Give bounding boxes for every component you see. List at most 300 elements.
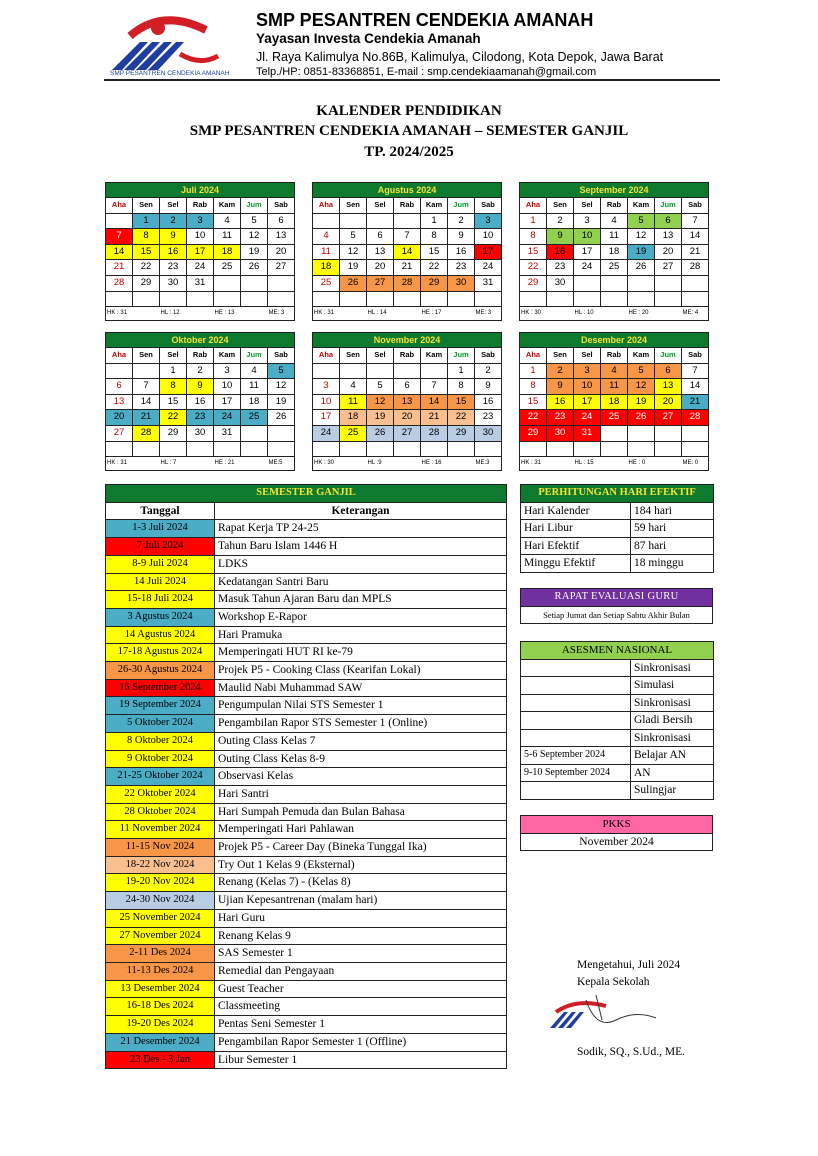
day-header: Sel [160, 198, 187, 214]
calendar-day: 2 [160, 213, 187, 229]
month-he: HE : 17 [421, 307, 475, 321]
calendar-day: 20 [655, 394, 682, 410]
assessment-date [521, 659, 631, 677]
calendar-day: 22 [421, 260, 448, 276]
calendar-day: 21 [421, 410, 448, 426]
calendar-day [241, 275, 268, 291]
assessment-date: 5-6 September 2024 [521, 747, 631, 765]
calendar-day [133, 441, 160, 457]
calendar-day: 11 [313, 244, 340, 260]
calendar-day: 7 [133, 379, 160, 395]
semester-title: SEMESTER GANJIL [106, 485, 507, 503]
calendar-day: 10 [574, 379, 601, 395]
calendar-day: 30 [187, 425, 214, 441]
calendar-day: 12 [340, 244, 367, 260]
event-row [106, 927, 507, 945]
event-row [106, 732, 507, 750]
calendar-day [187, 441, 214, 457]
event-row [106, 1051, 507, 1069]
calendar-day: 1 [160, 363, 187, 379]
day-header: Sen [133, 198, 160, 214]
calendar-day: 30 [547, 275, 574, 291]
day-header: Sen [547, 198, 574, 214]
calendar-day: 31 [574, 425, 601, 441]
doc-title: KALENDER PENDIDIKAN [316, 103, 502, 119]
month-hk: HK : 31 [313, 307, 367, 321]
month-hk: HK : 30 [520, 307, 574, 321]
month-title: Desember 2024 [520, 333, 709, 348]
event-description: Memperingati HUT RI ke-79 [215, 644, 507, 662]
teacher-eval-title: RAPAT EVALUASI GURU [521, 589, 713, 607]
calendar-day: 3 [187, 213, 214, 229]
calendar-day: 17 [313, 410, 340, 426]
day-header: Aha [520, 198, 547, 214]
calendar-day: 25 [601, 260, 628, 276]
assessment-activity: Simulasi [631, 677, 714, 695]
calendar-day [106, 363, 133, 379]
calendar-day: 19 [367, 410, 394, 426]
calendar-day [268, 441, 295, 457]
month-he: HE : 20 [628, 307, 682, 321]
calendar-day [268, 425, 295, 441]
event-row [106, 785, 507, 803]
day-header: Jum [655, 198, 682, 214]
calendar-day: 9 [187, 379, 214, 395]
calendar-day: 13 [268, 229, 295, 245]
event-description: Guest Teacher [215, 980, 507, 998]
calendar-day: 14 [394, 244, 421, 260]
foundation-name: Yayasan Investa Cendekia Amanah [256, 31, 481, 46]
event-date: 21-25 Oktober 2024 [106, 768, 215, 786]
national-assessment-title: ASESMEN NASIONAL [521, 642, 714, 660]
event-description: Outing Class Kelas 8-9 [215, 750, 507, 768]
day-header: Kam [628, 198, 655, 214]
calendar-day: 31 [475, 275, 502, 291]
teacher-eval-table [520, 588, 713, 624]
day-header: Rab [394, 348, 421, 364]
calendar-day: 25 [340, 425, 367, 441]
month-he: HE : 0 [628, 457, 682, 471]
calendar-day [628, 275, 655, 291]
day-header: Jum [655, 348, 682, 364]
calendar-day: 6 [106, 379, 133, 395]
calendar-day: 26 [628, 410, 655, 426]
calendar-day: 19 [241, 244, 268, 260]
assessment-activity: Sinkronisasi [631, 729, 714, 747]
event-date: 5 Oktober 2024 [106, 715, 215, 733]
calendar-day: 17 [187, 244, 214, 260]
calendar-day: 12 [628, 229, 655, 245]
calendar-day: 18 [601, 244, 628, 260]
calendar-day: 25 [241, 410, 268, 426]
calendar-day: 23 [547, 260, 574, 276]
day-header: Sel [574, 348, 601, 364]
calendar-day [421, 441, 448, 457]
calendar-day [655, 275, 682, 291]
calendar-day [340, 441, 367, 457]
calendar-day: 20 [106, 410, 133, 426]
calendar-day [133, 291, 160, 307]
calendar-day: 29 [520, 275, 547, 291]
assessment-date [521, 782, 631, 800]
calendar-day: 22 [133, 260, 160, 276]
event-description: Remedial dan Pengayaan [215, 962, 507, 980]
event-description: Ujian Kepesantrenan (malam hari) [215, 892, 507, 910]
calendar-day: 14 [133, 394, 160, 410]
month-me: ME: 3 [475, 307, 502, 321]
calendar-day: 12 [241, 229, 268, 245]
calendar-day [241, 291, 268, 307]
event-date: 14 Juli 2024 [106, 573, 215, 591]
calendar-day [340, 363, 367, 379]
event-row [106, 538, 507, 556]
calendar-day: 19 [628, 244, 655, 260]
month-title: Oktober 2024 [106, 333, 295, 348]
assessment-date [521, 729, 631, 747]
event-description: LDKS [215, 555, 507, 573]
day-header: Sab [268, 348, 295, 364]
calendar-day: 18 [601, 394, 628, 410]
day-header: Kam [214, 198, 241, 214]
calendar-day [601, 441, 628, 457]
event-row [106, 962, 507, 980]
calendar-day: 18 [241, 394, 268, 410]
calendar-day: 4 [601, 213, 628, 229]
calendar-day: 24 [574, 260, 601, 276]
calendar-day: 18 [214, 244, 241, 260]
calendar-day: 19 [628, 394, 655, 410]
calendar-day [313, 441, 340, 457]
event-description: Rapat Kerja TP 24-25 [215, 520, 507, 538]
day-header: Sab [682, 348, 709, 364]
event-row [106, 1033, 507, 1051]
calendar-day [367, 363, 394, 379]
month-calendar [519, 332, 709, 471]
calendar-day: 3 [313, 379, 340, 395]
calendar-day [448, 441, 475, 457]
calendar-day: 1 [448, 363, 475, 379]
calendar-day [421, 291, 448, 307]
calendar-day: 16 [547, 244, 574, 260]
calendar-day: 15 [160, 394, 187, 410]
pkks-title: PKKS [521, 816, 713, 834]
calendar-day: 12 [268, 379, 295, 395]
event-row [106, 520, 507, 538]
calendar-day: 5 [241, 213, 268, 229]
effective-days-label: Hari Kalender [521, 502, 631, 520]
calendar-day: 31 [187, 275, 214, 291]
calendar-day: 6 [394, 379, 421, 395]
teacher-eval-note: Setiap Jumat dan Setiap Sabtu Akhir Bulan [521, 606, 713, 624]
month-hl: HL : 10 [574, 307, 628, 321]
event-description: Masuk Tahun Ajaran Baru dan MPLS [215, 591, 507, 609]
calendar-day [628, 291, 655, 307]
assessment-activity: Sulingjar [631, 782, 714, 800]
calendar-day: 17 [574, 394, 601, 410]
day-header: Sen [133, 348, 160, 364]
assessment-activity: Gladi Bersih [631, 712, 714, 730]
calendar-day: 29 [160, 425, 187, 441]
month-me: ME: 4 [682, 307, 709, 321]
school-logo [110, 14, 242, 82]
calendar-day: 2 [547, 213, 574, 229]
event-row [106, 839, 507, 857]
event-description: Observasi Kelas [215, 768, 507, 786]
event-date: 17-18 Agustus 2024 [106, 644, 215, 662]
calendar-day: 2 [547, 363, 574, 379]
calendar-day: 28 [133, 425, 160, 441]
calendar-day: 29 [520, 425, 547, 441]
calendar-day: 30 [160, 275, 187, 291]
pkks-table [520, 815, 713, 851]
month-calendar [312, 332, 502, 471]
event-date: 15-18 Juli 2024 [106, 591, 215, 609]
pkks-value: November 2024 [521, 833, 713, 851]
calendar-day: 26 [340, 275, 367, 291]
event-row [106, 768, 507, 786]
calendar-day: 15 [133, 244, 160, 260]
calendar-day: 5 [367, 379, 394, 395]
calendar-day [268, 275, 295, 291]
calendar-day [160, 291, 187, 307]
calendar-day [340, 291, 367, 307]
calendar-day: 14 [106, 244, 133, 260]
calendar-day: 30 [547, 425, 574, 441]
event-description: Pengumpulan Nilai STS Semester 1 [215, 697, 507, 715]
event-date: 1-3 Juli 2024 [106, 520, 215, 538]
calendar-day [394, 441, 421, 457]
effective-days-row [521, 555, 714, 573]
calendar-day [241, 425, 268, 441]
calendar-day: 7 [394, 229, 421, 245]
calendar-day: 1 [520, 363, 547, 379]
month-hk: HK : 31 [106, 307, 160, 321]
calendar-day: 16 [475, 394, 502, 410]
event-date: 25 November 2024 [106, 909, 215, 927]
event-date: 28 Oktober 2024 [106, 803, 215, 821]
logo-caption: SMP PESANTREN CENDEKIA AMANAH [110, 70, 230, 77]
month-hl: HL : 7 [160, 457, 214, 471]
calendar-day [133, 363, 160, 379]
day-header: Rab [187, 348, 214, 364]
calendar-day: 29 [133, 275, 160, 291]
event-description: Hari Pramuka [215, 626, 507, 644]
calendar-day: 23 [475, 410, 502, 426]
calendar-day [214, 291, 241, 307]
event-row [106, 644, 507, 662]
event-description: Outing Class Kelas 7 [215, 732, 507, 750]
day-header: Sel [160, 348, 187, 364]
calendar-day: 10 [475, 229, 502, 245]
event-row [106, 821, 507, 839]
day-header: Sel [367, 348, 394, 364]
calendar-day: 4 [214, 213, 241, 229]
calendar-day: 3 [574, 363, 601, 379]
day-header: Jum [241, 198, 268, 214]
event-description: Pengambilan Rapor Semester 1 (Offline) [215, 1033, 507, 1051]
calendar-day: 28 [682, 260, 709, 276]
calendar-day: 17 [574, 244, 601, 260]
calendar-day [655, 291, 682, 307]
calendar-day [421, 363, 448, 379]
month-me: ME:3 [475, 457, 502, 471]
header-divider [104, 79, 720, 81]
calendar-day: 27 [394, 425, 421, 441]
month-hl: HL : 14 [367, 307, 421, 321]
month-hk: HK : 31 [520, 457, 574, 471]
event-description: Libur Semester 1 [215, 1051, 507, 1069]
month-me: ME: 3 [268, 307, 295, 321]
calendar-day: 14 [682, 379, 709, 395]
calendar-day [601, 275, 628, 291]
month-he: HE : 13 [214, 307, 268, 321]
calendar-day: 18 [340, 410, 367, 426]
event-date: 2-11 Des 2024 [106, 945, 215, 963]
day-header: Sen [340, 348, 367, 364]
day-header: Sen [340, 198, 367, 214]
calendar-day: 13 [655, 379, 682, 395]
effective-days-label: Hari Libur [521, 520, 631, 538]
semester-events-table [105, 484, 507, 1069]
calendar-day: 10 [574, 229, 601, 245]
assessment-date [521, 712, 631, 730]
calendar-day [367, 441, 394, 457]
month-title: September 2024 [520, 183, 709, 198]
calendar-day: 29 [448, 425, 475, 441]
calendar-day: 9 [160, 229, 187, 245]
calendar-day [520, 441, 547, 457]
calendar-day: 4 [601, 363, 628, 379]
calendar-day: 16 [448, 244, 475, 260]
day-header: Aha [520, 348, 547, 364]
event-description: Hari Sumpah Pemuda dan Bulan Bahasa [215, 803, 507, 821]
effective-days-table [520, 484, 714, 573]
calendar-day: 21 [682, 394, 709, 410]
calendar-day: 20 [367, 260, 394, 276]
calendar-day: 8 [520, 229, 547, 245]
calendar-day [394, 291, 421, 307]
calendar-day: 8 [160, 379, 187, 395]
event-date: 11-13 Des 2024 [106, 962, 215, 980]
calendar-day: 3 [574, 213, 601, 229]
assessment-row [521, 782, 714, 800]
event-date: 18-22 Nov 2024 [106, 856, 215, 874]
effective-days-row [521, 520, 714, 538]
day-header: Rab [187, 198, 214, 214]
calendar-day: 28 [682, 410, 709, 426]
calendar-day: 17 [475, 244, 502, 260]
calendar-day: 12 [367, 394, 394, 410]
event-date: 19-20 Des 2024 [106, 1016, 215, 1034]
day-header: Kam [214, 348, 241, 364]
assessment-activity: AN [631, 764, 714, 782]
calendar-day: 7 [106, 229, 133, 245]
calendar-day: 7 [682, 363, 709, 379]
calendar-day: 27 [655, 410, 682, 426]
calendar-day: 19 [340, 260, 367, 276]
calendar-day [547, 291, 574, 307]
event-date: 21 Desember 2024 [106, 1033, 215, 1051]
calendar-day: 22 [160, 410, 187, 426]
calendar-day: 26 [628, 260, 655, 276]
calendar-day: 2 [448, 213, 475, 229]
calendar-day: 14 [682, 229, 709, 245]
event-description: Hari Guru [215, 909, 507, 927]
calendar-day [655, 441, 682, 457]
event-description: Renang (Kelas 7) - (Kelas 8) [215, 874, 507, 892]
calendar-day: 10 [187, 229, 214, 245]
calendar-day [574, 441, 601, 457]
calendar-day [394, 363, 421, 379]
calendar-day [682, 441, 709, 457]
calendar-day [682, 291, 709, 307]
calendar-day [241, 441, 268, 457]
calendar-day: 5 [268, 363, 295, 379]
event-row [106, 998, 507, 1016]
calendar-day [160, 441, 187, 457]
signature-place-date: Mengetahui, Juli 2024 [577, 959, 681, 971]
calendar-day: 10 [313, 394, 340, 410]
calendar-day: 13 [655, 229, 682, 245]
calendar-day [106, 213, 133, 229]
school-name: SMP PESANTREN CENDEKIA AMANAH [256, 10, 594, 30]
month-me: ME:5 [268, 457, 295, 471]
event-date: 7 Juli 2024 [106, 538, 215, 556]
event-date: 3 Agustus 2024 [106, 608, 215, 626]
doc-subtitle: SMP PESANTREN CENDEKIA AMANAH – SEMESTER GANJIL [189, 123, 629, 139]
month-hl: HL :9 [367, 457, 421, 471]
month-title: Agustus 2024 [313, 183, 502, 198]
event-description: Classmeeting [215, 998, 507, 1016]
day-header: Jum [241, 348, 268, 364]
month-hl: HL : 12 [160, 307, 214, 321]
calendar-day: 5 [628, 363, 655, 379]
day-header: Aha [106, 348, 133, 364]
event-description: Pentas Seni Semester 1 [215, 1016, 507, 1034]
event-row [106, 715, 507, 733]
effective-days-value: 59 hari [631, 520, 714, 538]
calendar-day: 19 [268, 394, 295, 410]
calendar-day: 21 [394, 260, 421, 276]
calendar-day [520, 291, 547, 307]
calendar-day: 28 [421, 425, 448, 441]
day-header: Jum [448, 348, 475, 364]
calendar-day: 14 [421, 394, 448, 410]
event-description: Try Out 1 Kelas 9 (Eksternal) [215, 856, 507, 874]
day-header: Rab [394, 198, 421, 214]
event-description: Workshop E-Rapor [215, 608, 507, 626]
calendar-day: 6 [655, 363, 682, 379]
calendar-day: 4 [241, 363, 268, 379]
event-row [106, 803, 507, 821]
month-calendar [105, 182, 295, 321]
calendar-day [367, 291, 394, 307]
month-hk: HK : 30 [313, 457, 367, 471]
calendar-day [475, 291, 502, 307]
day-header: Aha [106, 198, 133, 214]
event-date: 8-9 Juli 2024 [106, 555, 215, 573]
day-header: Rab [601, 348, 628, 364]
calendar-day: 8 [520, 379, 547, 395]
calendar-day: 3 [214, 363, 241, 379]
calendar-day [547, 441, 574, 457]
month-calendar [105, 332, 295, 471]
col-desc-header: Keterangan [215, 502, 507, 520]
event-row [106, 909, 507, 927]
calendar-day: 22 [448, 410, 475, 426]
calendar-day: 11 [601, 379, 628, 395]
calendar-day: 25 [313, 275, 340, 291]
